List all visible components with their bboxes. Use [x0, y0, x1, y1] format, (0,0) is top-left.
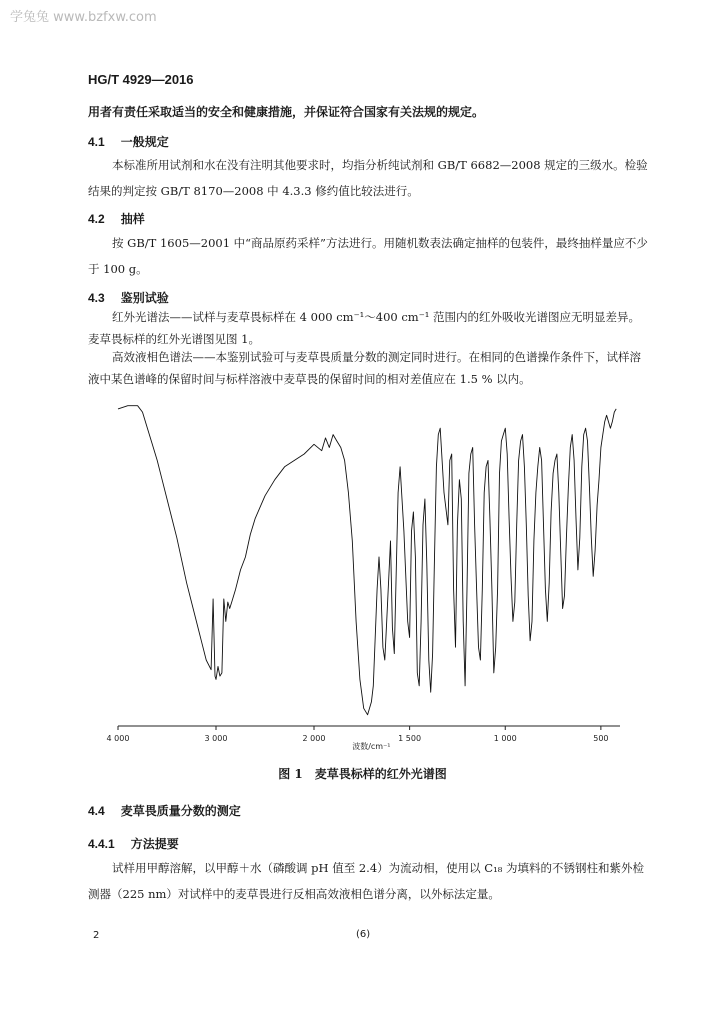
section-4-2-heading — [88, 210, 145, 227]
section-title: 麦草畏质量分数的测定 — [120, 804, 241, 818]
page-number: 2 — [93, 930, 100, 941]
section-number: 4.4 — [88, 804, 105, 818]
x-tick-label: 1 000 — [493, 734, 517, 743]
safety-statement: 用者有责任采取适当的安全和健康措施，并保证符合国家有关法规的规定。 — [88, 105, 485, 119]
x-tick-label: 3 000 — [204, 734, 228, 743]
section-title: 一般规定 — [120, 135, 169, 149]
section-4-2-text: 按 GB/T 1605—2001 中“商品原药采样”方法进行。用随机数表法确定抽样的包装件，最终抽样量应不少于 100 g。 — [88, 236, 648, 276]
x-axis-label: 波数/cm⁻¹ — [352, 742, 391, 751]
figure-caption: 图 1 麦草畏标样的红外光谱图 — [278, 767, 447, 781]
page-number-parenthetical: (6) — [356, 929, 371, 940]
section-number: 4.2 — [88, 212, 105, 226]
spectrum-series — [118, 406, 616, 715]
section-title: 方法提要 — [130, 837, 179, 851]
section-title: 抽样 — [120, 212, 145, 226]
section-4-1-text: 本标准所用试剂和水在没有注明其他要求时，均指分析纯试剂和 GB/T 6682—2008 规定的三级水。检验结果的判定按 GB/T 8170—2008 中 4.3.3 修约值比较法进行。 — [88, 158, 648, 198]
section-4-1-heading — [88, 133, 169, 150]
section-4-3-ir-text: 红外光谱法——试样与麦草畏标样在 4 000 cm⁻¹～400 cm⁻¹ 范围内的红外吸收光谱图应无明显差异。麦草畏标样的红外光谱图见图 1。 — [88, 310, 641, 346]
section-4-4-1-text: 试样用甲醇溶解，以甲醇＋水（磷酸调 pH 值至 2.4）为流动相，使用以 C₁₈ 为填料的不锈钢柱和紫外检测器（225 nm）对试样中的麦草畏进行反相高效液相色谱分离，以外标法定量。 — [88, 861, 644, 901]
section-4-4-heading — [88, 802, 241, 819]
section-number: 4.1 — [88, 135, 105, 149]
section-number: 4.4.1 — [88, 837, 115, 851]
watermark: 学兔兔 www.bzfxw.com — [10, 10, 157, 25]
section-title: 鉴别试验 — [120, 291, 169, 305]
section-number: 4.3 — [88, 291, 105, 305]
section-4-3-hplc-text: 高效液相色谱法——本鉴别试验可与麦草畏质量分数的测定同时进行。在相同的色谱操作条件下，试样溶液中某色谱峰的保留时间与标样溶液中麦草畏的保留时间的相对差值应在 1.5 % 以内。 — [88, 350, 641, 386]
x-tick-label: 2 000 — [302, 734, 326, 743]
section-4-4-1-heading — [88, 835, 179, 852]
standard-code-header: HG/T 4929—2016 — [88, 72, 194, 87]
x-axis — [107, 726, 620, 743]
section-4-3-heading — [88, 289, 169, 306]
x-tick-label: 500 — [593, 734, 609, 743]
spectrum-line — [118, 406, 616, 715]
x-tick-label: 1 500 — [398, 734, 422, 743]
x-tick-label: 4 000 — [106, 734, 130, 743]
ir-spectrum-chart — [88, 390, 638, 762]
